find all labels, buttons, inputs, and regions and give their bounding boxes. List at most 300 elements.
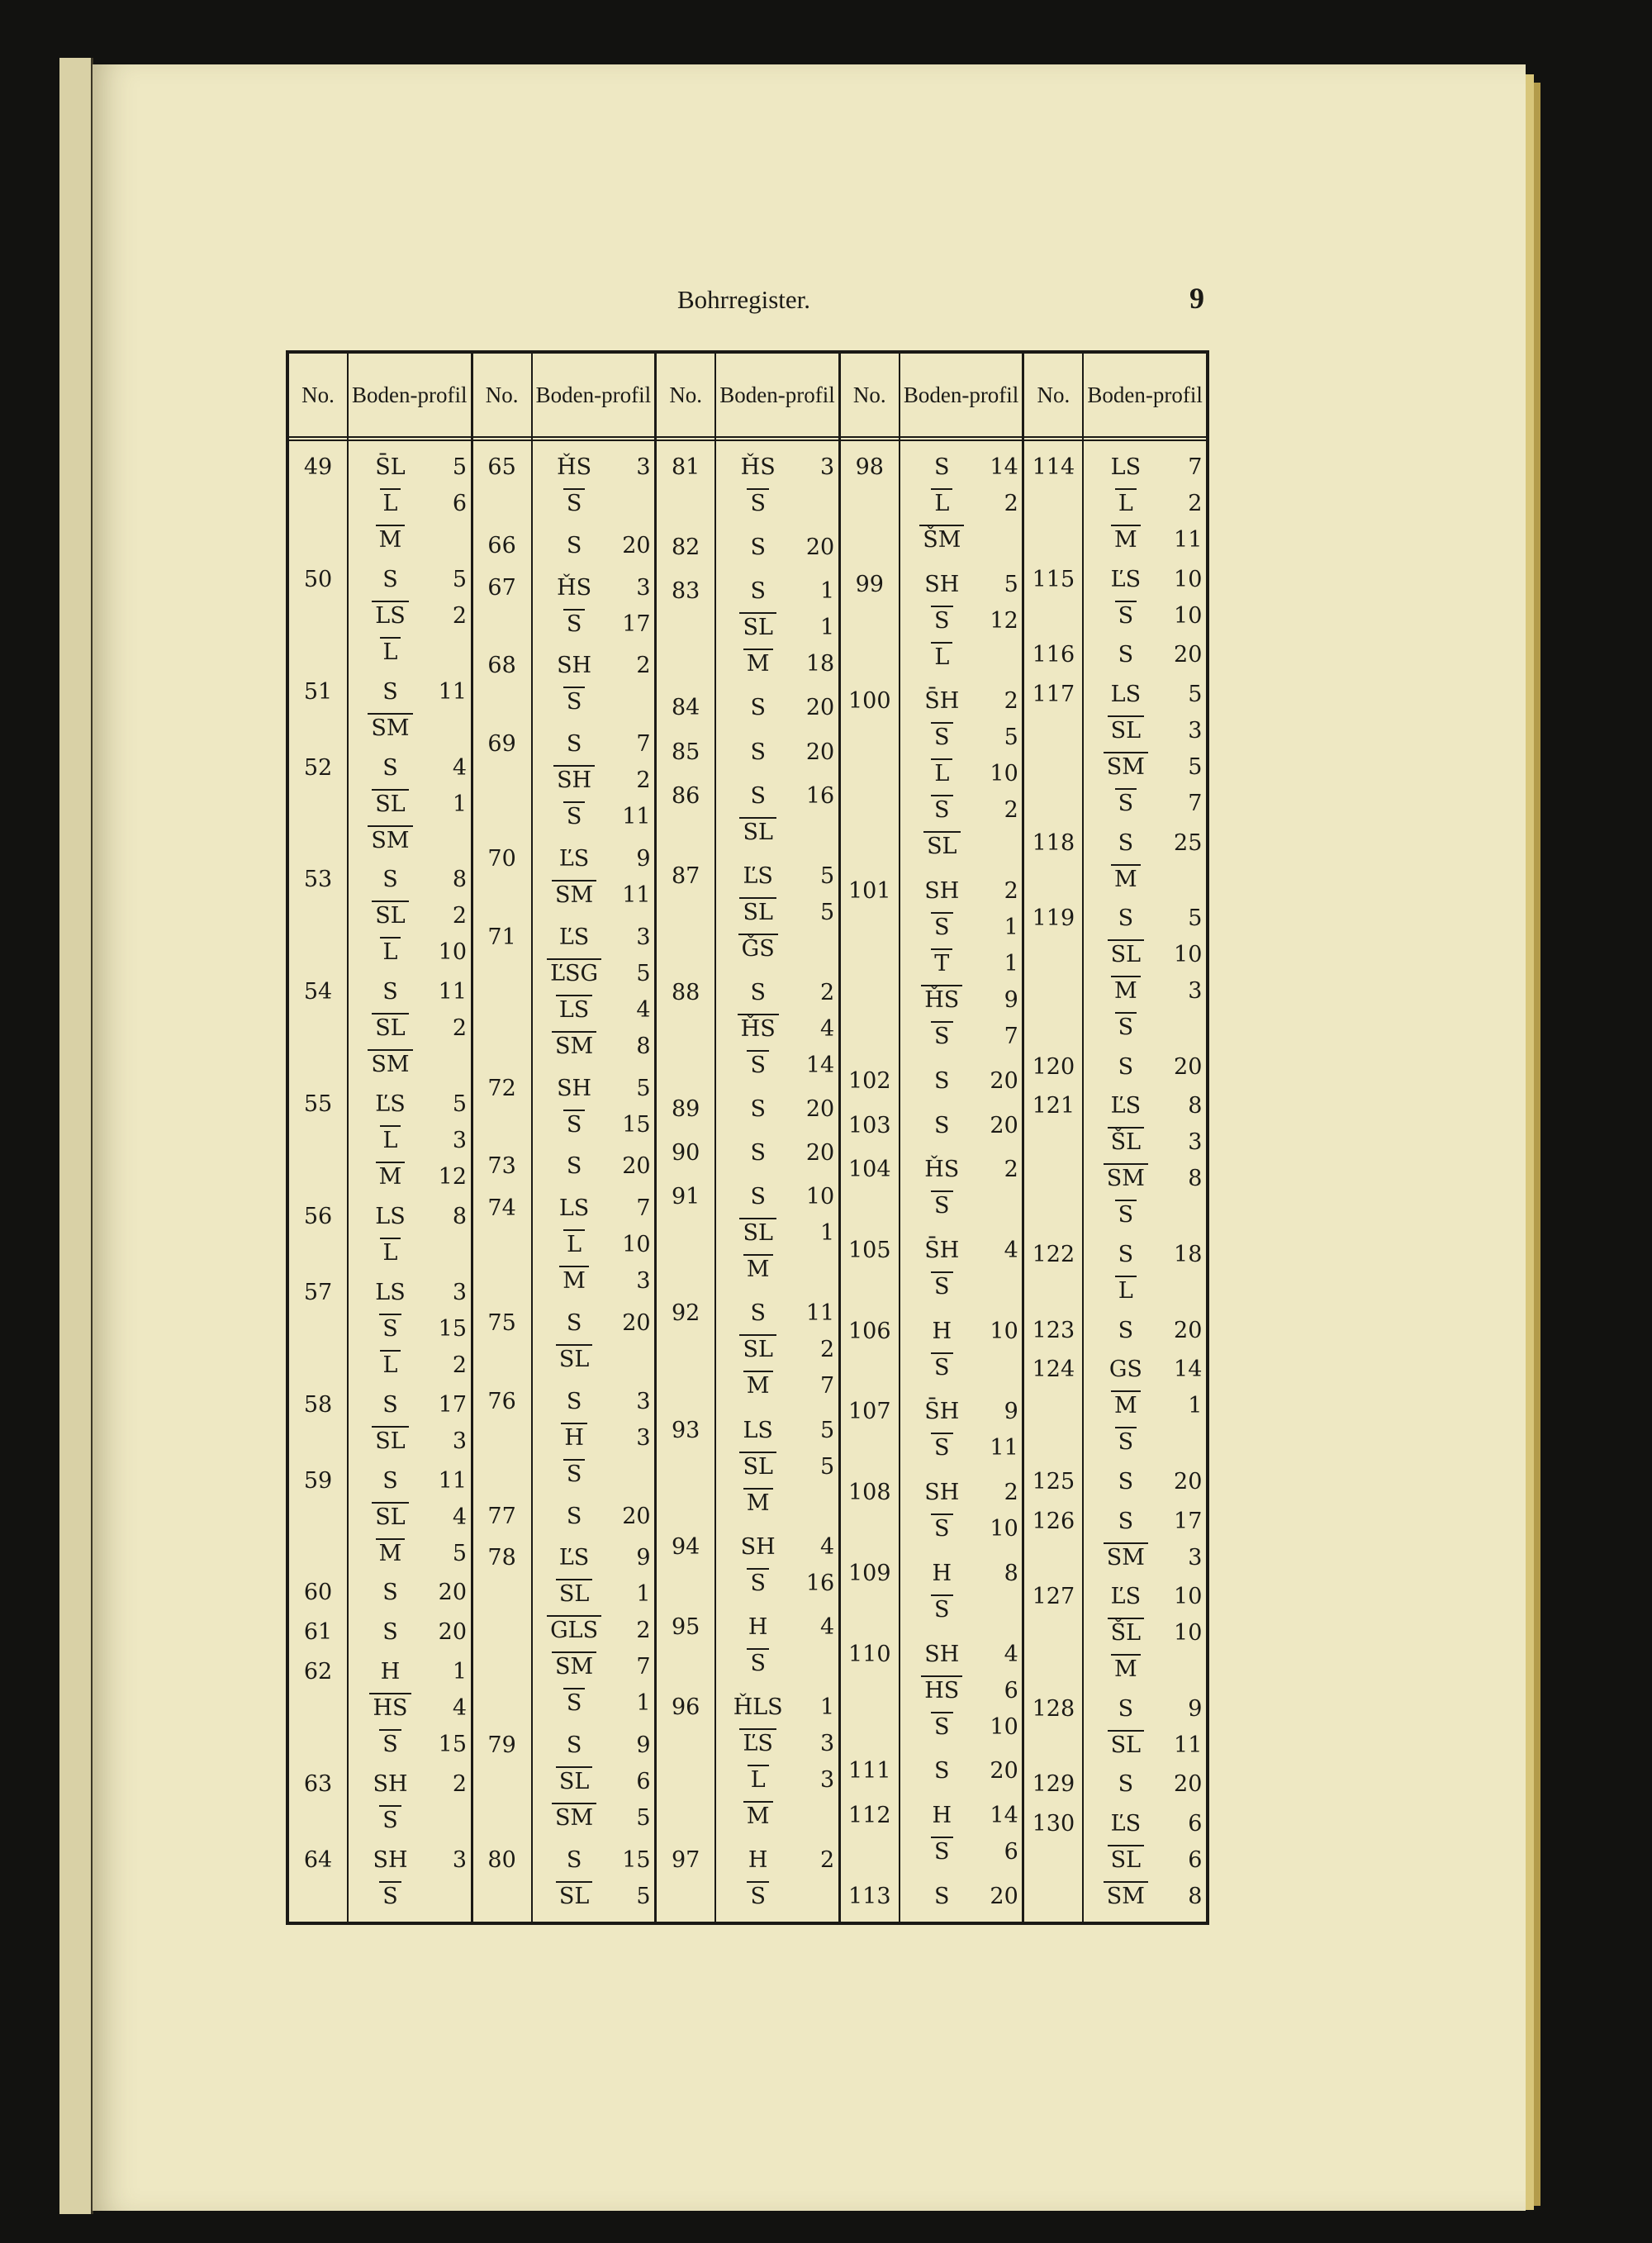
soil-code: S xyxy=(379,1314,401,1343)
soil-code: H xyxy=(932,1560,952,1586)
borehole-entry xyxy=(657,778,838,851)
borehole-entry xyxy=(1024,449,1206,558)
soil-profile xyxy=(714,573,838,682)
layer-thickness: 2 xyxy=(452,1771,467,1798)
layer-thickness: 20 xyxy=(1174,1771,1203,1798)
soil-code: SM xyxy=(552,1651,596,1681)
borehole-number: 129 xyxy=(1032,1771,1075,1798)
borehole-entry xyxy=(657,1609,838,1682)
layer-thickness: 6 xyxy=(452,491,467,516)
soil-code: SH xyxy=(924,878,960,905)
soil-layer xyxy=(899,1511,1023,1547)
soil-profile xyxy=(899,873,1023,1055)
soil-profile xyxy=(1082,1313,1206,1349)
soil-layer xyxy=(347,1614,471,1651)
layer-thickness: 5 xyxy=(1188,753,1203,780)
soil-code: M xyxy=(1111,976,1141,1005)
soil-layer xyxy=(1082,749,1206,786)
soil-code: L xyxy=(380,637,401,667)
borehole-number: 127 xyxy=(1032,1584,1075,1610)
borehole-number: 120 xyxy=(1032,1053,1075,1080)
soil-layer xyxy=(1082,1010,1206,1046)
borehole-number: 110 xyxy=(848,1641,891,1667)
soil-layer xyxy=(1082,1691,1206,1727)
borehole-number: 50 xyxy=(303,566,333,592)
page-stack-edge-shadow xyxy=(1534,83,1540,2206)
layer-thickness: 8 xyxy=(452,867,467,893)
soil-code: S xyxy=(747,488,769,518)
layer-thickness: 1 xyxy=(820,1220,835,1247)
soil-code: ĽS xyxy=(558,924,590,950)
soil-layer xyxy=(1082,713,1206,749)
soil-layer xyxy=(714,1762,838,1799)
soil-profile xyxy=(347,1766,471,1839)
soil-layer xyxy=(347,1842,471,1879)
soil-layer xyxy=(531,1384,655,1420)
layer-thickness: 3 xyxy=(820,1730,835,1756)
soil-layer xyxy=(899,873,1023,910)
layer-thickness xyxy=(801,1646,834,1682)
soil-profile xyxy=(714,1609,838,1682)
soil-layer xyxy=(531,763,655,799)
layer-thickness: 9 xyxy=(1004,1399,1018,1425)
soil-code: SL xyxy=(556,1344,592,1374)
soil-layer xyxy=(347,710,471,747)
layer-thickness: 10 xyxy=(1174,1584,1203,1610)
soil-code: S xyxy=(931,606,953,635)
soil-code: L xyxy=(748,1765,769,1794)
soil-code: S xyxy=(566,1153,582,1180)
soil-layer xyxy=(899,910,1023,946)
soil-code: H xyxy=(561,1423,587,1452)
soil-layer xyxy=(1082,1352,1206,1388)
borehole-number: 115 xyxy=(1032,566,1075,592)
borehole-entry xyxy=(473,726,655,835)
borehole-number: 107 xyxy=(848,1399,891,1425)
layer-thickness: 3 xyxy=(820,454,835,480)
soil-code: ĽS xyxy=(1110,1093,1142,1119)
soil-layer xyxy=(714,1332,838,1368)
soil-profile xyxy=(1082,1088,1206,1233)
soil-profile xyxy=(899,1394,1023,1466)
soil-layer xyxy=(347,562,471,598)
soil-layer xyxy=(899,1063,1023,1100)
soil-layer xyxy=(347,750,471,786)
soil-profile xyxy=(899,1108,1023,1144)
soil-layer xyxy=(714,1879,838,1915)
soil-code: S xyxy=(1115,1200,1137,1229)
borehole-register-table xyxy=(286,350,1209,1925)
layer-thickness xyxy=(618,1342,651,1378)
soil-layer xyxy=(714,1295,838,1332)
soil-profile xyxy=(899,449,1023,558)
soil-layer xyxy=(714,1485,838,1522)
layer-thickness: 9 xyxy=(1188,1695,1203,1722)
soil-profile xyxy=(1082,677,1206,822)
soil-profile xyxy=(1082,1806,1206,1915)
soil-code: SH xyxy=(924,1480,960,1506)
soil-profile xyxy=(1082,1691,1206,1764)
soil-code: SL xyxy=(923,831,960,861)
layer-thickness: 20 xyxy=(805,1140,835,1167)
soil-profile xyxy=(714,1689,838,1835)
soil-layer xyxy=(714,1048,838,1084)
soil-code: S xyxy=(382,1619,398,1646)
layer-thickness: 16 xyxy=(805,782,835,809)
soil-layer xyxy=(531,1107,655,1143)
soil-profile xyxy=(899,1314,1023,1386)
soil-code: S xyxy=(750,1184,766,1210)
layer-thickness: 8 xyxy=(452,1204,467,1230)
soil-profile xyxy=(1082,1504,1206,1576)
header-profile xyxy=(349,354,471,441)
layer-thickness: 20 xyxy=(805,1096,835,1122)
layer-thickness xyxy=(434,823,467,859)
soil-code: SM xyxy=(368,1049,412,1079)
soil-code: SL xyxy=(556,1579,592,1609)
soil-profile xyxy=(531,648,655,720)
soil-layer xyxy=(899,683,1023,720)
soil-code: ȞS xyxy=(557,454,592,480)
soil-code: S xyxy=(566,1503,582,1529)
soil-layer xyxy=(347,522,471,558)
layer-thickness: 10 xyxy=(990,1318,1018,1344)
borehole-entry xyxy=(841,683,1023,865)
soil-code: M xyxy=(1111,1390,1141,1420)
soil-layer xyxy=(347,1766,471,1803)
borehole-number: 114 xyxy=(1032,454,1075,480)
soil-profile xyxy=(531,1499,655,1535)
borehole-entry xyxy=(657,1179,838,1288)
layer-thickness: 11 xyxy=(622,882,651,908)
borehole-number: 91 xyxy=(672,1184,700,1210)
layer-thickness xyxy=(801,815,834,851)
soil-code: L xyxy=(380,937,401,967)
soil-layer xyxy=(899,1709,1023,1746)
soil-layer xyxy=(347,598,471,634)
soil-code: H xyxy=(748,1847,768,1873)
layer-thickness: 8 xyxy=(1188,1093,1203,1119)
layer-thickness xyxy=(1169,1424,1202,1461)
borehole-entry xyxy=(1024,901,1206,1046)
soil-profile xyxy=(899,1879,1023,1915)
borehole-entry xyxy=(657,573,838,682)
soil-profile xyxy=(347,1275,471,1384)
soil-profile xyxy=(347,750,471,859)
soil-code: M xyxy=(376,1538,406,1568)
soil-layer xyxy=(531,606,655,643)
layer-thickness: 25 xyxy=(1174,829,1203,856)
layer-thickness: 1 xyxy=(452,791,467,817)
header-profile-line2: profil xyxy=(785,383,835,407)
soil-layer xyxy=(347,1499,471,1536)
soil-profile xyxy=(899,1063,1023,1100)
soil-layer xyxy=(899,1834,1023,1870)
soil-layer xyxy=(1082,1879,1206,1915)
soil-layer xyxy=(531,1842,655,1879)
soil-code: S xyxy=(382,754,398,781)
borehole-entry xyxy=(1024,1806,1206,1915)
borehole-entry xyxy=(289,562,471,671)
soil-layer xyxy=(899,639,1023,676)
header-profile-line2: profil xyxy=(969,383,1019,407)
borehole-number: 128 xyxy=(1032,1695,1075,1722)
borehole-entry xyxy=(841,1108,1023,1144)
soil-layer xyxy=(714,1135,838,1171)
soil-profile xyxy=(347,674,471,747)
layer-thickness: 15 xyxy=(438,1315,467,1342)
soil-layer xyxy=(714,975,838,1011)
layer-thickness: 10 xyxy=(438,939,467,966)
soil-code: ȞS xyxy=(738,1014,779,1043)
soil-code: S̄H xyxy=(924,688,960,715)
borehole-entry xyxy=(289,674,471,747)
soil-code: SH xyxy=(373,1846,408,1873)
soil-layer xyxy=(531,841,655,877)
soil-profile xyxy=(714,975,838,1084)
soil-code: S xyxy=(931,1514,953,1543)
header-no: No. xyxy=(473,354,531,441)
soil-layer xyxy=(1082,1504,1206,1540)
layer-thickness: 11 xyxy=(805,1300,835,1327)
borehole-entry xyxy=(289,1086,471,1195)
layer-thickness: 5 xyxy=(820,863,835,889)
soil-layer xyxy=(347,1690,471,1727)
soil-profile xyxy=(531,528,655,564)
borehole-entry xyxy=(657,975,838,1084)
soil-layer xyxy=(1082,1651,1206,1688)
soil-layer xyxy=(899,1108,1023,1144)
soil-code: S̄H xyxy=(924,1399,960,1425)
soil-profile xyxy=(899,567,1023,676)
layer-thickness: 10 xyxy=(622,1232,651,1258)
borehole-number: 53 xyxy=(303,867,333,893)
layer-thickness xyxy=(618,1457,651,1493)
soil-profile xyxy=(347,449,471,558)
soil-code: S xyxy=(382,566,398,592)
soil-profile xyxy=(531,841,655,914)
soil-profile xyxy=(531,1148,655,1185)
layer-thickness: 9 xyxy=(636,1545,651,1571)
soil-layer xyxy=(347,1086,471,1123)
soil-layer xyxy=(1082,1197,1206,1233)
soil-code: H xyxy=(932,1318,952,1344)
soil-code: SL xyxy=(739,612,776,642)
borehole-number: 122 xyxy=(1032,1242,1075,1267)
soil-layer xyxy=(714,530,838,566)
borehole-entry xyxy=(289,1614,471,1651)
soil-profile xyxy=(1082,1579,1206,1688)
soil-layer xyxy=(347,449,471,486)
soil-layer xyxy=(347,1575,471,1611)
column-body xyxy=(473,441,655,1922)
borehole-entry xyxy=(841,1394,1023,1466)
soil-profile xyxy=(347,1575,471,1611)
layer-thickness: 14 xyxy=(805,1052,835,1078)
soil-code: ĽSG xyxy=(547,958,601,988)
layer-thickness: 1 xyxy=(1004,951,1018,977)
soil-code: S xyxy=(382,1467,398,1494)
layer-thickness: 5 xyxy=(1004,571,1018,597)
soil-code: SL xyxy=(739,1452,776,1481)
layer-thickness xyxy=(434,1803,467,1839)
layer-thickness xyxy=(801,1252,834,1288)
borehole-number: 116 xyxy=(1032,642,1075,668)
soil-layer xyxy=(531,1029,655,1065)
layer-thickness: 2 xyxy=(636,653,651,679)
layer-thickness: 3 xyxy=(452,1279,467,1305)
soil-layer xyxy=(899,1556,1023,1592)
soil-layer xyxy=(714,931,838,967)
borehole-number: 103 xyxy=(848,1112,891,1138)
soil-layer xyxy=(531,1685,655,1722)
layer-thickness: 4 xyxy=(1004,1238,1018,1264)
borehole-number: 118 xyxy=(1032,829,1075,856)
soil-layer xyxy=(899,603,1023,639)
header-no: No. xyxy=(1024,354,1082,441)
soil-code: S xyxy=(563,488,586,518)
soil-code: S xyxy=(563,1688,586,1718)
borehole-entry xyxy=(289,1575,471,1611)
borehole-entry xyxy=(657,734,838,771)
layer-thickness: 8 xyxy=(636,1033,651,1059)
borehole-entry xyxy=(289,974,471,1083)
soil-code: M xyxy=(559,1266,589,1295)
borehole-number: 104 xyxy=(848,1157,891,1183)
layer-thickness xyxy=(1169,862,1202,898)
soil-code: S xyxy=(1115,788,1137,818)
borehole-number: 92 xyxy=(672,1300,700,1327)
layer-thickness: 10 xyxy=(1174,602,1203,629)
layer-thickness: 3 xyxy=(1188,1544,1203,1571)
soil-code: S xyxy=(563,609,586,639)
soil-code: L xyxy=(380,1238,401,1267)
soil-code: SL xyxy=(372,1013,408,1043)
soil-code: S xyxy=(563,687,586,716)
layer-thickness: 5 xyxy=(1188,681,1203,707)
soil-layer xyxy=(714,1091,838,1128)
borehole-entry xyxy=(657,530,838,566)
soil-layer xyxy=(714,1011,838,1048)
borehole-entry xyxy=(289,1199,471,1271)
soil-layer xyxy=(347,1047,471,1083)
borehole-number: 109 xyxy=(848,1560,891,1586)
soil-code: M xyxy=(1111,1654,1141,1684)
soil-code: S xyxy=(382,979,398,1005)
layer-thickness: 5 xyxy=(452,1091,467,1118)
soil-layer xyxy=(899,1350,1023,1386)
layer-thickness: 2 xyxy=(636,1618,651,1644)
soil-code: S xyxy=(379,1729,401,1759)
soil-code: ȞS xyxy=(557,574,592,601)
borehole-number: 113 xyxy=(848,1883,891,1909)
borehole-entry xyxy=(657,1529,838,1602)
soil-layer xyxy=(531,1305,655,1342)
borehole-entry xyxy=(1024,1579,1206,1688)
borehole-number: 60 xyxy=(303,1580,333,1606)
layer-thickness: 5 xyxy=(1004,725,1018,751)
layer-thickness xyxy=(801,1799,834,1835)
soil-layer xyxy=(531,486,655,522)
borehole-entry xyxy=(1024,1766,1206,1803)
soil-code: ǦS xyxy=(738,934,778,963)
layer-thickness: 11 xyxy=(438,1467,467,1494)
layer-thickness: 20 xyxy=(1174,1468,1203,1495)
borehole-number: 83 xyxy=(672,578,700,605)
borehole-number: 94 xyxy=(672,1533,700,1560)
layer-thickness: 7 xyxy=(820,1373,835,1399)
soil-code: S xyxy=(931,1352,953,1382)
soil-profile xyxy=(531,449,655,522)
soil-layer xyxy=(899,829,1023,865)
borehole-entry xyxy=(473,1540,655,1722)
layer-thickness: 10 xyxy=(1174,1620,1203,1647)
soil-layer xyxy=(1082,1161,1206,1197)
soil-layer xyxy=(347,1347,471,1384)
layer-thickness: 17 xyxy=(622,611,651,637)
borehole-entry xyxy=(841,1637,1023,1746)
layer-thickness: 20 xyxy=(990,1883,1018,1909)
soil-layer xyxy=(531,1499,655,1535)
layer-thickness: 20 xyxy=(805,739,835,765)
soil-layer xyxy=(531,1727,655,1764)
soil-profile xyxy=(899,1233,1023,1305)
soil-layer xyxy=(347,1727,471,1763)
soil-code: S xyxy=(382,867,398,893)
soil-profile xyxy=(1082,901,1206,1046)
soil-code: ĽS xyxy=(1110,1811,1142,1837)
borehole-number: 67 xyxy=(487,574,516,601)
soil-code: S xyxy=(931,1594,953,1624)
layer-thickness xyxy=(434,634,467,671)
layer-thickness: 7 xyxy=(1188,790,1203,816)
soil-code: ŠL xyxy=(1108,1618,1144,1647)
soil-code: S xyxy=(566,532,582,558)
soil-profile xyxy=(347,862,471,971)
soil-code: SL xyxy=(1108,939,1144,969)
soil-layer xyxy=(347,1536,471,1572)
soil-profile xyxy=(531,1384,655,1493)
soil-profile xyxy=(714,778,838,851)
soil-layer xyxy=(714,646,838,682)
borehole-entry xyxy=(1024,637,1206,673)
layer-thickness: 1 xyxy=(636,1581,651,1608)
soil-code: SL xyxy=(372,789,408,819)
layer-thickness: 3 xyxy=(452,1846,467,1873)
soil-layer xyxy=(347,786,471,823)
layer-thickness: 11 xyxy=(438,979,467,1005)
soil-code: SM xyxy=(1104,1881,1148,1911)
borehole-number: 102 xyxy=(848,1067,891,1094)
soil-profile xyxy=(714,1179,838,1288)
layer-thickness: 17 xyxy=(1174,1508,1203,1534)
borehole-entry xyxy=(473,1842,655,1915)
borehole-entry xyxy=(841,1314,1023,1386)
borehole-number: 126 xyxy=(1032,1508,1075,1534)
borehole-entry xyxy=(473,1071,655,1143)
soil-layer xyxy=(347,1199,471,1235)
soil-layer xyxy=(347,634,471,671)
soil-code: L xyxy=(380,488,401,518)
soil-profile xyxy=(347,1654,471,1763)
layer-thickness: 6 xyxy=(636,1769,651,1795)
layer-thickness: 20 xyxy=(1174,1053,1203,1080)
borehole-number: 73 xyxy=(487,1153,516,1180)
borehole-number: 98 xyxy=(855,454,884,480)
layer-thickness xyxy=(618,486,651,522)
borehole-number: 101 xyxy=(848,878,891,905)
soil-layer xyxy=(1082,1049,1206,1086)
